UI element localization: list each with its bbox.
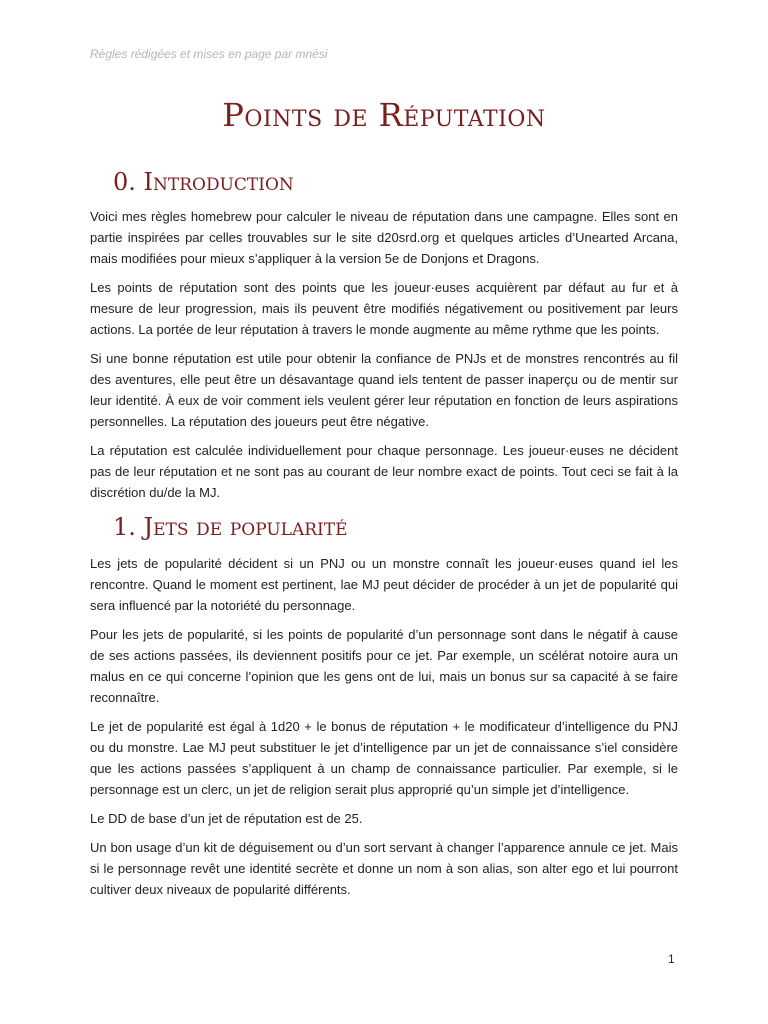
paragraph: Un bon usage d’un kit de déguisement ou d’un sort servant à changer l’apparence annule ce jet. Mais si le personnage revêt une identité secrète et donne un nom à son alias, son alter ego et lui pourront cultiver deux niveaux de popularité différents. — [90, 840, 678, 897]
document-title: Points de Réputation — [222, 96, 546, 134]
section-heading-introduction: 0. Introduction — [113, 168, 294, 196]
paragraph: Si une bonne réputation est utile pour obtenir la confiance de PNJs et de monstres rencontrés au fil des aventures, elle peut être un désavantage quand iels tentent de passer inaperçu ou de mentir sur leur identité. À eux de voir comment iels veulent gérer leur réputation en fonction de leurs aspirations personnelles. La réputation des joueurs peut être négative. — [90, 351, 678, 429]
paragraph: Pour les jets de popularité, si les points de popularité d’un personnage sont dans le négatif à cause de ses actions passées, ils deviennent positifs pour ce jet. Par exemple, un scélérat notoire aura un malus en ce qui concerne l’opinion que les gens ont de lui, mais un bonus sur sa capacité à se faire reconnaître. — [90, 627, 678, 705]
paragraph: Les jets de popularité décident si un PNJ ou un monstre connaît les joueur·euses quand iel les rencontre. Quand le moment est pertinent, lae MJ peut décider de procéder à un jet de popularité qui sera influencé par la notoriété du personnage. — [90, 556, 678, 613]
paragraph: Le DD de base d’un jet de réputation est de 25. — [90, 811, 363, 826]
paragraph: Voici mes règles homebrew pour calculer le niveau de réputation dans une campagne. Elles sont en partie inspirées par celles trouvables sur le site d20srd.org et quelques articles d’Unearted Arcana, mais modifiées pour mieux s’appliquer à la version 5e de Donjons et Dragons. — [90, 209, 678, 266]
paragraph: La réputation est calculée individuellement pour chaque personnage. Les joueur·euses ne décident pas de leur réputation et ne sont pas au courant de leur nombre exact de points. Tout ceci se fait à la discrétion du/de la MJ. — [90, 443, 678, 500]
page-number: 1 — [668, 952, 675, 966]
paragraph: Les points de réputation sont des points que les joueur·euses acquièrent par défaut au fur et à mesure de leur progression, mais ils peuvent être modifiés négativement ou positivement par leurs actions. La portée de leur réputation à travers le monde augmente au même rythme que les points. — [90, 280, 678, 337]
paragraph: Le jet de popularité est égal à 1d20 + le bonus de réputation + le modificateur d’intelligence du PNJ ou du monstre. Lae MJ peut substituer le jet d’intelligence par un jet de connaissance s’iel considère que les actions passées s’appliquent à un champ de connaissance particulier. Par exemple, si le personnage est un clerc, un jet de religion serait plus approprié qu’un simple jet d’intelligence. — [90, 719, 678, 797]
section-body-jets-de-popularite — [90, 553, 678, 908]
header-note: Règles rédigées et mises en page par mnési — [90, 47, 328, 61]
section-heading-jets-de-popularite: 1. Jets de popularité — [113, 513, 348, 541]
section-body-introduction — [90, 206, 678, 511]
